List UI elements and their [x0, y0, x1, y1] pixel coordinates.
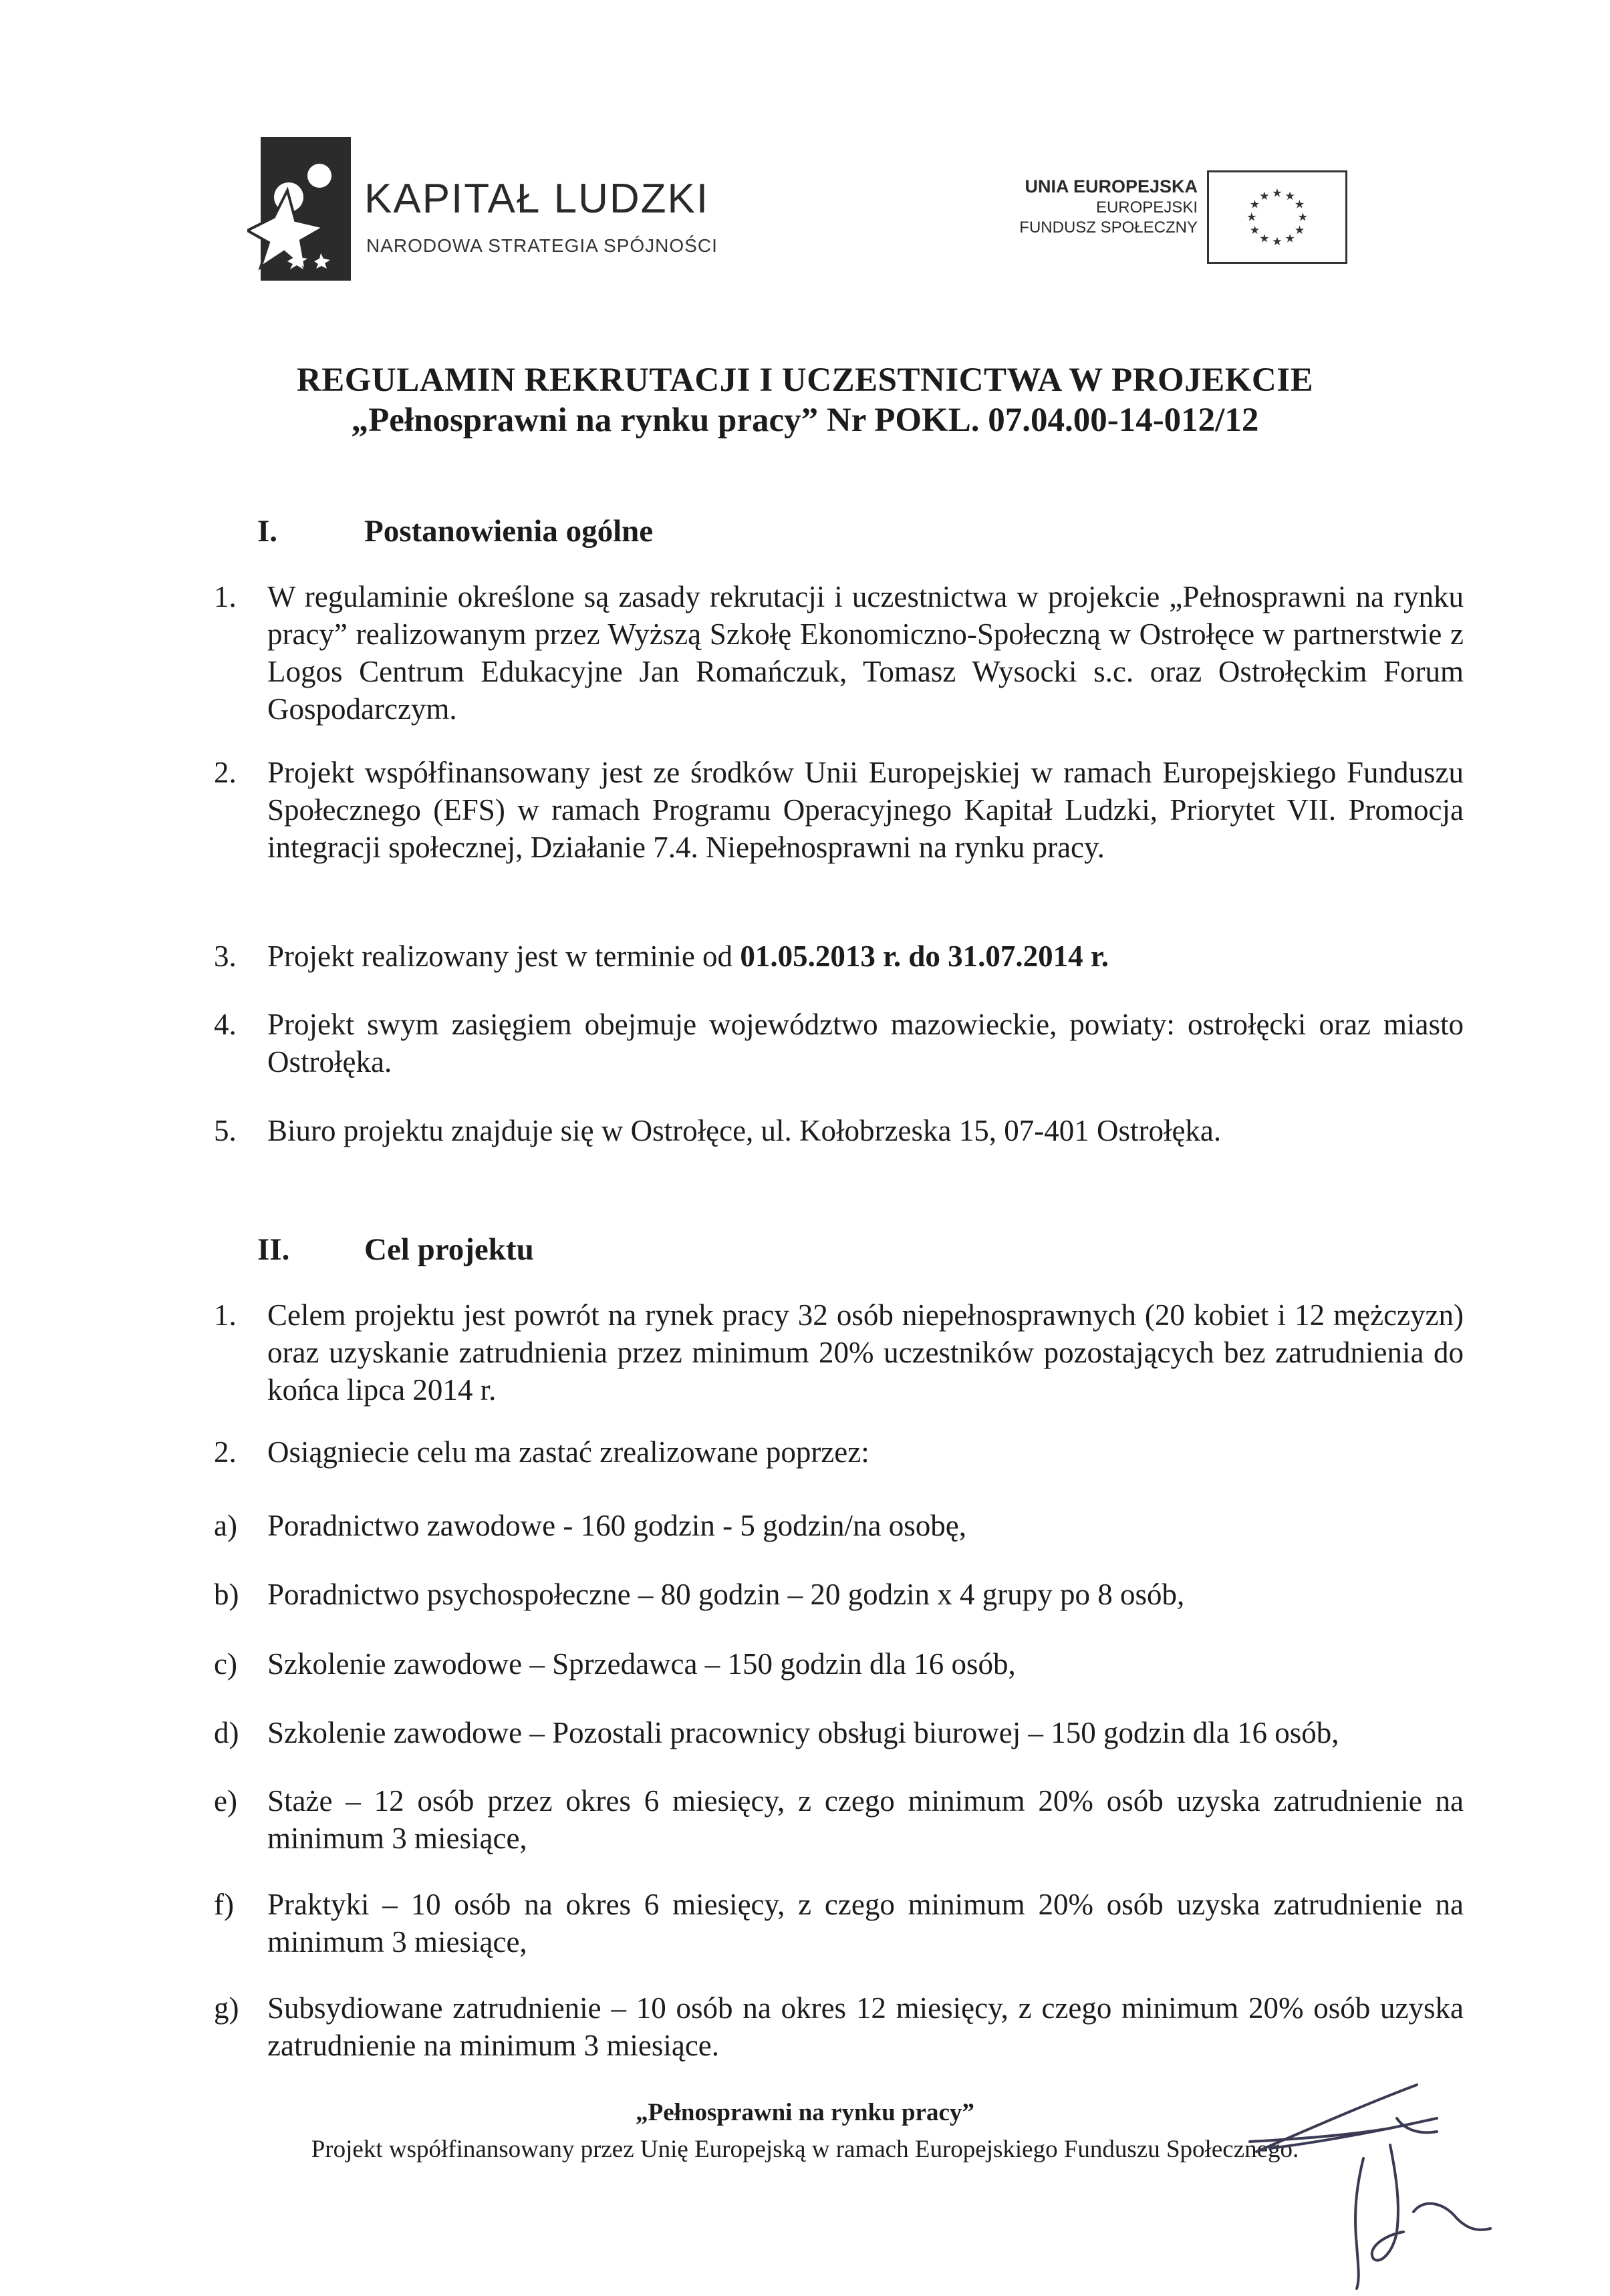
section-number: I.	[257, 514, 278, 549]
list-item-text: Projekt realizowany jest w terminie od 01.05.2013 r. do 31.07.2014 r.	[267, 940, 1109, 973]
list-item-text: Szkolenie zawodowe – Sprzedawca – 150 godzin dla 16 osób,	[267, 1647, 1016, 1681]
svg-text:★: ★	[1285, 190, 1295, 204]
list-item-text: Osiągniecie celu ma zastać zrealizowane poprzez:	[267, 1435, 869, 1469]
project-dates: 01.05.2013 r. do 31.07.2014 r.	[740, 940, 1109, 973]
eu-line-2: EUROPEJSKI	[1095, 198, 1198, 217]
section-title: Cel projektu	[364, 1232, 534, 1267]
section-number: II.	[257, 1232, 290, 1267]
list-item-text: Celem projektu jest powrót na rynek pracy 32 osób niepełnosprawnych (20 kobiet i 12 mężczyzn) oraz uzyskanie zatrudnienia przez minimum 20% uczestników pozostających bez zatrudnienia do końca lipca 2014 r.	[267, 1298, 1464, 1407]
list-item-text: W regulaminie określone są zasady rekrutacji i uczestnictwa w projekcie „Pełnosprawni na rynku pracy” realizowanym przez Wyższą Szkołę Ekonomiczno-Społeczną w Ostrołęce w partnerstwie z Logos Centrum Edukacyjne Jan Romańczuk, Tomasz Wysocki s.c. oraz Ostrołęckim Forum Gospodarczym.	[267, 580, 1464, 726]
svg-text:★: ★	[1249, 198, 1260, 212]
svg-text:★: ★	[1259, 190, 1270, 204]
eu-text-block	[863, 175, 1198, 238]
kapital-ludzki-subtitle: NARODOWA STRATEGIA SPÓJNOŚCI	[366, 235, 718, 256]
svg-text:★: ★	[1272, 235, 1283, 249]
svg-text:★: ★	[1272, 186, 1283, 200]
svg-text:★: ★	[1297, 210, 1309, 225]
list-item-text: Biuro projektu znajduje się w Ostrołęce, ul. Kołobrzeska 15, 07-401 Ostrołęka.	[267, 1114, 1222, 1147]
svg-text:★: ★	[1259, 232, 1270, 246]
document-title: REGULAMIN REKRUTACJI I UCZESTNICTWA W PROJEKCIE	[296, 362, 1314, 399]
list-item-text: Poradnictwo psychospołeczne – 80 godzin – 20 godzin x 4 grupy po 8 osób,	[267, 1578, 1185, 1611]
eu-line-3: FUNDUSZ SPOŁECZNY	[1019, 219, 1198, 237]
list-item-text: Projekt swym zasięgiem obejmuje województwo mazowieckie, powiaty: ostrołęcki oraz miasto Ostrołęka.	[267, 1008, 1464, 1079]
list-item-text: Projekt współfinansowany jest ze środków Unii Europejskiej w ramach Europejskiego Funduszu Społecznego (EFS) w ramach Programu Operacyjnego Kapitał Ludzki, Priorytet VII. Promocja integracji społecznej, Działanie 7.4. Niepełnosprawni na rynku pracy.	[267, 756, 1464, 864]
section-title: Postanowienia ogólne	[364, 514, 654, 549]
footer-cofinancing-note: Projekt współfinansowany przez Unię Europejską w ramach Europejskiego Funduszu Społecznego.	[311, 2136, 1299, 2163]
svg-text:★: ★	[1294, 198, 1305, 212]
svg-text:★: ★	[1294, 223, 1305, 237]
eu-line-1: UNIA EUROPEJSKA	[1025, 176, 1198, 196]
svg-text:★: ★	[1246, 210, 1257, 225]
kapital-ludzki-logo-icon	[247, 137, 351, 281]
list-item-text: Praktyki – 10 osób na okres 6 miesięcy, z czego minimum 20% osób uzyska zatrudnienie na minimum 3 miesiące,	[267, 1888, 1464, 1959]
list-item-text: Subsydiowane zatrudnienie – 10 osób na okres 12 miesięcy, z czego minimum 20% osób uzyska zatrudnienie na minimum 3 miesiące.	[267, 1991, 1464, 2062]
svg-text:★: ★	[1285, 232, 1295, 246]
svg-text:★: ★	[1249, 223, 1260, 237]
footer-project-name: „Pełnosprawni na rynku pracy”	[636, 2099, 974, 2126]
list-item-text: Szkolenie zawodowe – Pozostali pracownicy obsługi biurowej – 150 godzin dla 16 osób,	[267, 1716, 1339, 1749]
list-item-text: Poradnictwo zawodowe - 160 godzin - 5 godzin/na osobę,	[267, 1509, 967, 1542]
eu-flag-icon	[1207, 170, 1347, 264]
kapital-ludzki-title: KAPITAŁ LUDZKI	[364, 176, 710, 222]
document-subtitle: „Pełnosprawni na rynku pracy” Nr POKL. 07.04.00-14-012/12	[351, 402, 1259, 439]
list-item-text: Staże – 12 osób przez okres 6 miesięcy, z czego minimum 20% osób uzyska zatrudnienie na minimum 3 miesiące,	[267, 1784, 1464, 1855]
handwritten-signature-icon	[1243, 2078, 1524, 2292]
